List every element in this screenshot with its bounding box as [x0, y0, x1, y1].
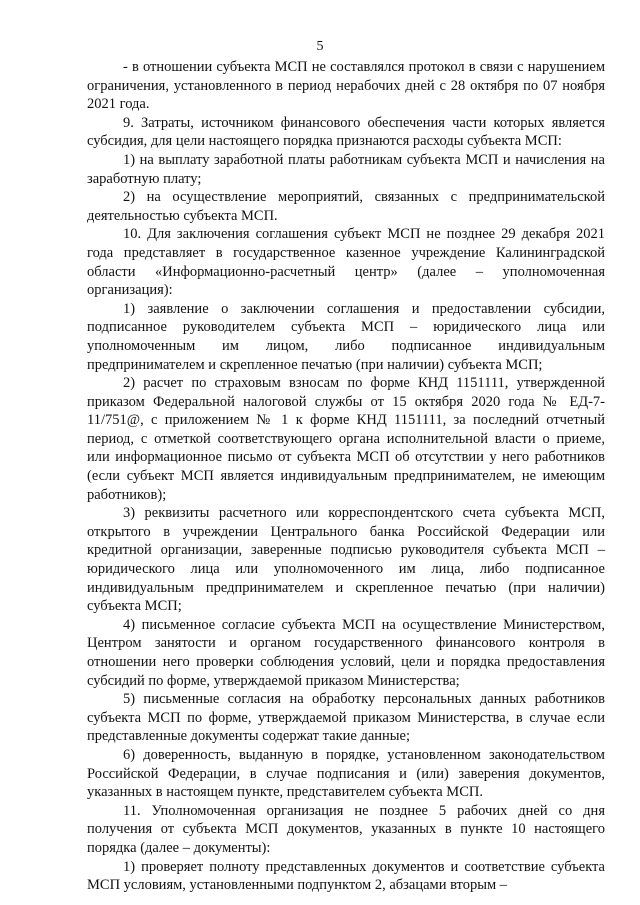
paragraph: 11. Уполномоченная организация не позднее 5 рабочих дней со дня получения от субъекта МСП документов, указанных в пункте 10 настоящего порядка (далее – документы): [87, 802, 605, 856]
paragraph: 2) расчет по страховым взносам по форме КНД 1151111, утвержденной приказом Федеральной налоговой службы от 15 октября 2020 года № ЕД-7-11/751@, с приложением № 1 к форме КНД 1151111, за последний отчетный период, с отметкой соответствующего органа исполнительной власти о приеме, или информационное письмо от субъекта МСП об отсутствии у него работников (если субъект МСП является индивидуальным предпринимателем, не имеющим работников); [87, 375, 605, 503]
paragraph: 5) письменные согласия на обработку персональных данных работников субъекта МСП по форме, утверждаемой приказом Министерства, в случае если представленные документы содержат такие данные; [87, 691, 605, 745]
paragraph: 4) письменное согласие субъекта МСП на осуществление Министерством, Центром занятости и органом государственного финансового контроля в отношении него проверки соблюдения условий, цели и порядка предоставления субсидий по форме, утверждаемой приказом Министерства; [87, 616, 605, 689]
paragraph: 3) реквизиты расчетного или корреспондентского счета субъекта МСП, открытого в учреждении Центрального банка Российской Федерации или кредитной организации, заверенные подписью руководителя субъекта МСП – юридического лица или уполномоченного им лица, либо подписанное индивидуальным предпринимателем и скрепленное печатью (при наличии) субъекта МСП; [87, 505, 605, 615]
paragraph: - в отношении субъекта МСП не составлялся протокол в связи с нарушением ограничения, установленного в период нерабочих дней с 28 октября по 07 ноября 2021 года. [87, 59, 605, 113]
paragraph: 1) на выплату заработной платы работникам субъекта МСП и начисления на заработную плату; [87, 151, 605, 187]
paragraph: 2) на осуществление мероприятий, связанных с предпринимательской деятельностью субъекта МСП. [87, 189, 605, 224]
paragraph: 9. Затраты, источником финансового обеспечения части которых является субсидия, для цели настоящего порядка признаются расходы субъекта МСП: [87, 114, 605, 150]
paragraph: 1) заявление о заключении соглашения и предоставлении субсидии, подписанное руководителем субъекта МСП – юридического лица или уполномоченным им лицом, либо подписанное индивидуальным предпринимателем и скрепленное печатью (при наличии) субъекта МСП; [87, 300, 605, 373]
page-number: 5 [316, 39, 324, 54]
document-body [87, 58, 605, 895]
paragraph: 1) проверяет полноту представленных документов и соответствие субъекта МСП условиям, установленными подпунктом 2, абзацами вторым – [87, 858, 605, 894]
paragraph: 10. Для заключения соглашения субъект МСП не позднее 29 декабря 2021 года представляет в государственное казенное учреждение Калининградской области «Информационно-расчетный центр» (далее – уполномоченная организация): [87, 226, 605, 299]
paragraph: 6) доверенность, выданную в порядке, установленном законодательством Российской Федерации, в случае подписания и (или) заверения документов, указанных в настоящем пункте, представителем субъекта МСП. [87, 746, 605, 801]
